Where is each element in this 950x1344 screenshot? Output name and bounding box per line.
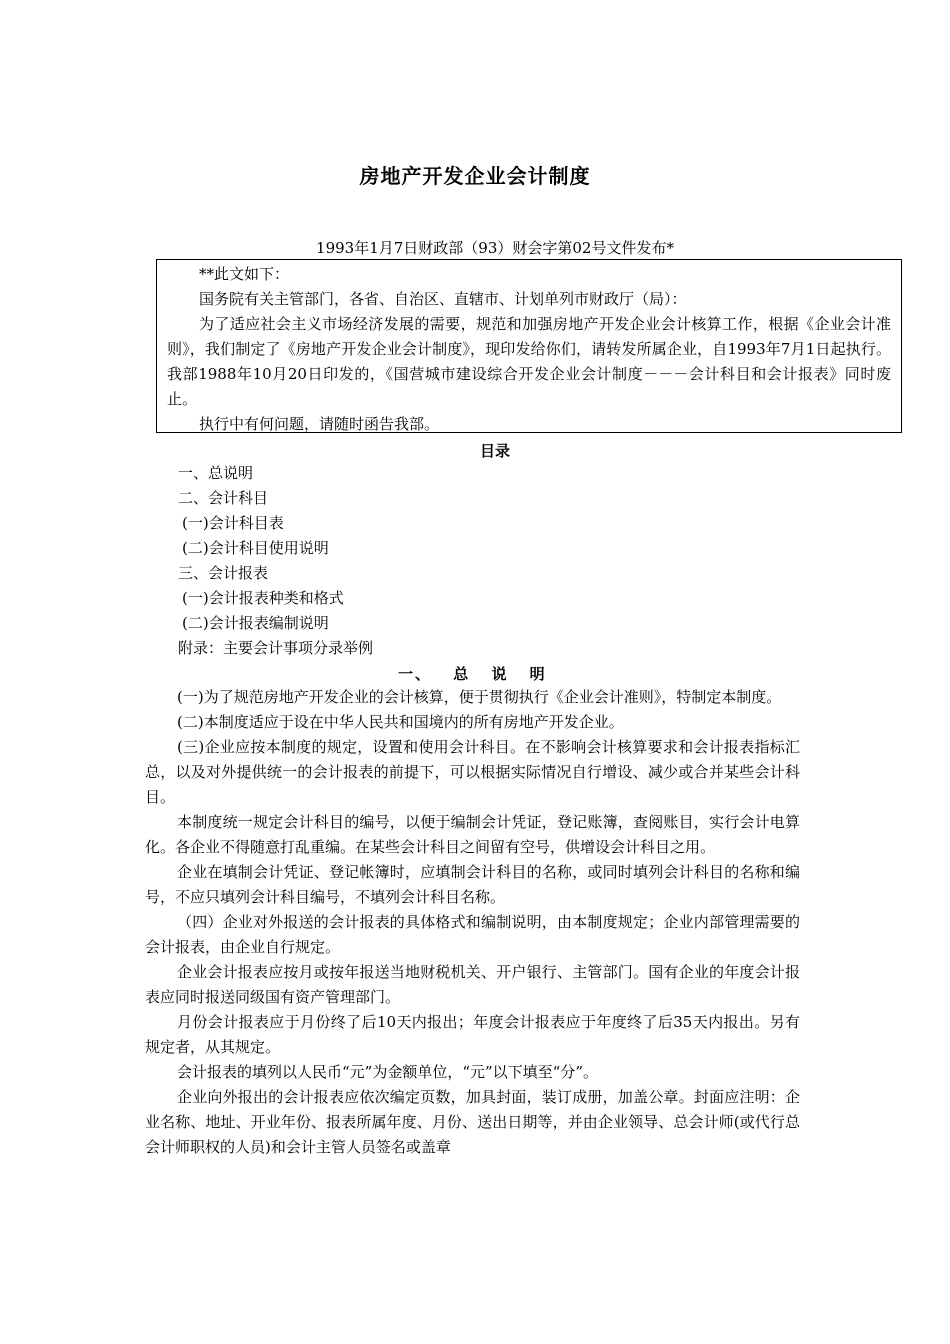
toc-item: (一)会计报表种类和格式 bbox=[182, 589, 344, 607]
body-paragraph: 月份会计报表应于月份终了后10天内报出；年度会计报表应于年度终了后35天内报出。另有规定者，从其规定。 bbox=[145, 1013, 800, 1056]
document-subtitle: 1993年1月7日财政部（93）财会字第02号文件发布* bbox=[316, 239, 674, 257]
body-paragraph: (三)企业应按本制度的规定，设置和使用会计科目。在不影响会计核算要求和会计报表指标汇总，以及对外提供统一的会计报表的前提下，可以根据实际情况自行增设、减少或合并某些会计科目。 bbox=[145, 738, 800, 806]
toc-item: (一)会计科目表 bbox=[182, 514, 284, 532]
body-paragraph: 本制度统一规定会计科目的编号，以便于编制会计凭证，登记账簿，查阅账目，实行会计电算化。各企业不得随意打乱重编。在某些会计科目之间留有空号，供增设会计科目之用。 bbox=[145, 813, 800, 856]
body-paragraph: 会计报表的填列以人民币“元”为金额单位，“元”以下填至“分”。 bbox=[177, 1063, 599, 1081]
notice-paragraph: 为了适应社会主义市场经济发展的需要，规范和加强房地产开发企业会计核算工作，根据《企业会计准则》，我们制定了《房地产开发企业会计制度》，现印发给你们，请转发所属企业，自1993年7月1日起执行。我部1988年10月20日印发的，《国营城市建设综合开发企业会计制度－－－会计科目和会计报表》同时废止。 bbox=[167, 315, 891, 408]
section-title: 一、 总 说 明 bbox=[398, 665, 547, 683]
body-paragraph: 企业向外报出的会计报表应依次编定页数，加具封面，装订成册，加盖公章。封面应注明：企业名称、地址、开业年份、报表所属年度、月份、送出日期等，并由企业领导、总会计师(或代行总会计师职权的人员)和会计主管人员签名或盖章 bbox=[145, 1088, 800, 1156]
toc-item: (二)会计报表编制说明 bbox=[182, 614, 329, 632]
toc-item: (二)会计科目使用说明 bbox=[182, 539, 329, 557]
notice-paragraph: 执行中有何问题，请随时函告我部。 bbox=[199, 415, 440, 433]
toc-item: 一、总说明 bbox=[178, 464, 254, 482]
toc-item: 二、会计科目 bbox=[178, 489, 269, 507]
body-paragraph: (一)为了规范房地产开发企业的会计核算，便于贯彻执行《企业会计准则》，特制定本制度。 bbox=[177, 688, 782, 706]
table-of-contents bbox=[178, 461, 778, 661]
toc-item: 附录：主要会计事项分录举例 bbox=[178, 639, 374, 657]
body-paragraph: 企业在填制会计凭证、登记帐簿时，应填制会计科目的名称，或同时填列会计科目的名称和编号，不应只填列会计科目编号，不填列会计科目名称。 bbox=[145, 863, 800, 906]
body-paragraph: 企业会计报表应按月或按年报送当地财税机关、开户银行、主管部门。国有企业的年度会计报表应同时报送同级国有资产管理部门。 bbox=[145, 963, 800, 1006]
body-paragraph: (二)本制度适应于设在中华人民共和国境内的所有房地产开发企业。 bbox=[177, 713, 624, 731]
notice-box bbox=[156, 259, 902, 433]
notice-paragraph: 国务院有关主管部门，各省、自治区、直辖市、计划单列市财政厅（局）： bbox=[199, 290, 687, 308]
body-paragraph: （四）企业对外报送的会计报表的具体格式和编制说明，由本制度规定；企业内部管理需要的会计报表，由企业自行规定。 bbox=[145, 913, 800, 956]
toc-item: 三、会计报表 bbox=[178, 564, 269, 582]
toc-title: 目录 bbox=[479, 442, 510, 460]
section-body bbox=[145, 685, 800, 1160]
notice-paragraph: **此文如下： bbox=[199, 265, 290, 283]
document-title: 房地产开发企业会计制度 bbox=[359, 164, 591, 188]
